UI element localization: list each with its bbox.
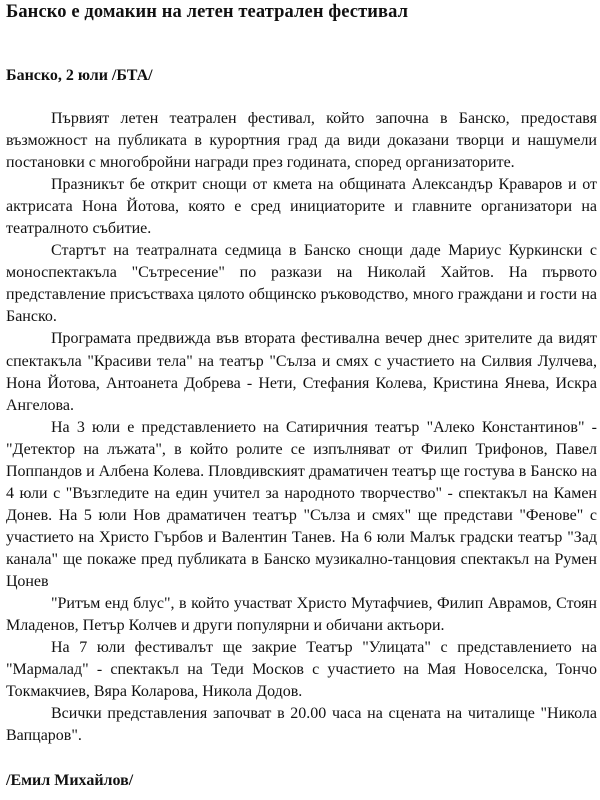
article-dateline: Банско, 2 юли /БТА/ bbox=[6, 67, 153, 84]
article-paragraph: Програмата предвижда във втората фестивална вечер днес зрителите да видят спектакъла "Красиви тела" на театър "Сълза и смях с участието на Силвия Лулчева, Нона Йотова, Антоанета Добрева - Нети, Стефания Колева, Кристина Янева, Искра Ангелова. bbox=[6, 330, 597, 414]
article-body bbox=[6, 108, 597, 747]
article-paragraph: На 3 юли е представлението на Сатиричния театър "Алеко Константинов" - "Детектор на лъжата", в който ролите се изпълняват от Филип Трифонов, Павел Поппандов и Албена Колева. Пловдивският драматичен театър ще гостува в Банско на 4 юли с "Възгледите на един учител за народното творчество" - спектакъл на Камен Донев. На 5 юли Нов драматичен театър "Сълза и смях" ще представи "Фенове" с участието на Христо Гърбов и Валентин Танев. На 6 юли Малък градски театър "Зад канала" ще покаже пред публиката в Банско музикално-танцовия спектакъл на Румен Цонев bbox=[6, 418, 597, 590]
article-paragraph: Първият летен театрален фестивал, който започна в Банско, предоставя възможност на публиката в курортния град да види доказани творци и нашумели постановки с многобройни награди през годината, според организаторите. bbox=[6, 110, 597, 172]
article-author: /Емил Михайлов/ bbox=[6, 772, 134, 790]
article-title: Банско е домакин на летен театрален фестивал bbox=[6, 2, 409, 22]
article-page bbox=[6, 0, 597, 792]
article-paragraph: Всички представления започват в 20.00 часа на сцената на читалище "Никола Вапцаров". bbox=[6, 705, 597, 745]
article-paragraph: На 7 юли фестивалът ще закрие Театър "Улицата" с представлението на "Мармалад" - спектакъл на Теди Москов с участието на Мая Новоселска, Тончо Токмакчиев, Вяра Коларова, Никола Додов. bbox=[6, 639, 597, 701]
article-paragraph: Стартът на театралната седмица в Банско снощи даде Мариус Куркински с моноспектакъла "Сътресение" по разкази на Николай Хайтов. На първото представление присъстваха цялото общинско ръководство, много граждани и гости на Банско. bbox=[6, 242, 597, 326]
article-paragraph: "Ритъм енд блус", в който участват Христо Мутафчиев, Филип Аврамов, Стоян Младенов, Петър Колчев и други популярни и обичани актьори. bbox=[6, 595, 597, 635]
article-paragraph: Празникът бе открит снощи от кмета на общината Александър Краваров и от актрисата Нона Йотова, която е сред инициаторите и главните организатори на театралното събитие. bbox=[6, 176, 597, 238]
